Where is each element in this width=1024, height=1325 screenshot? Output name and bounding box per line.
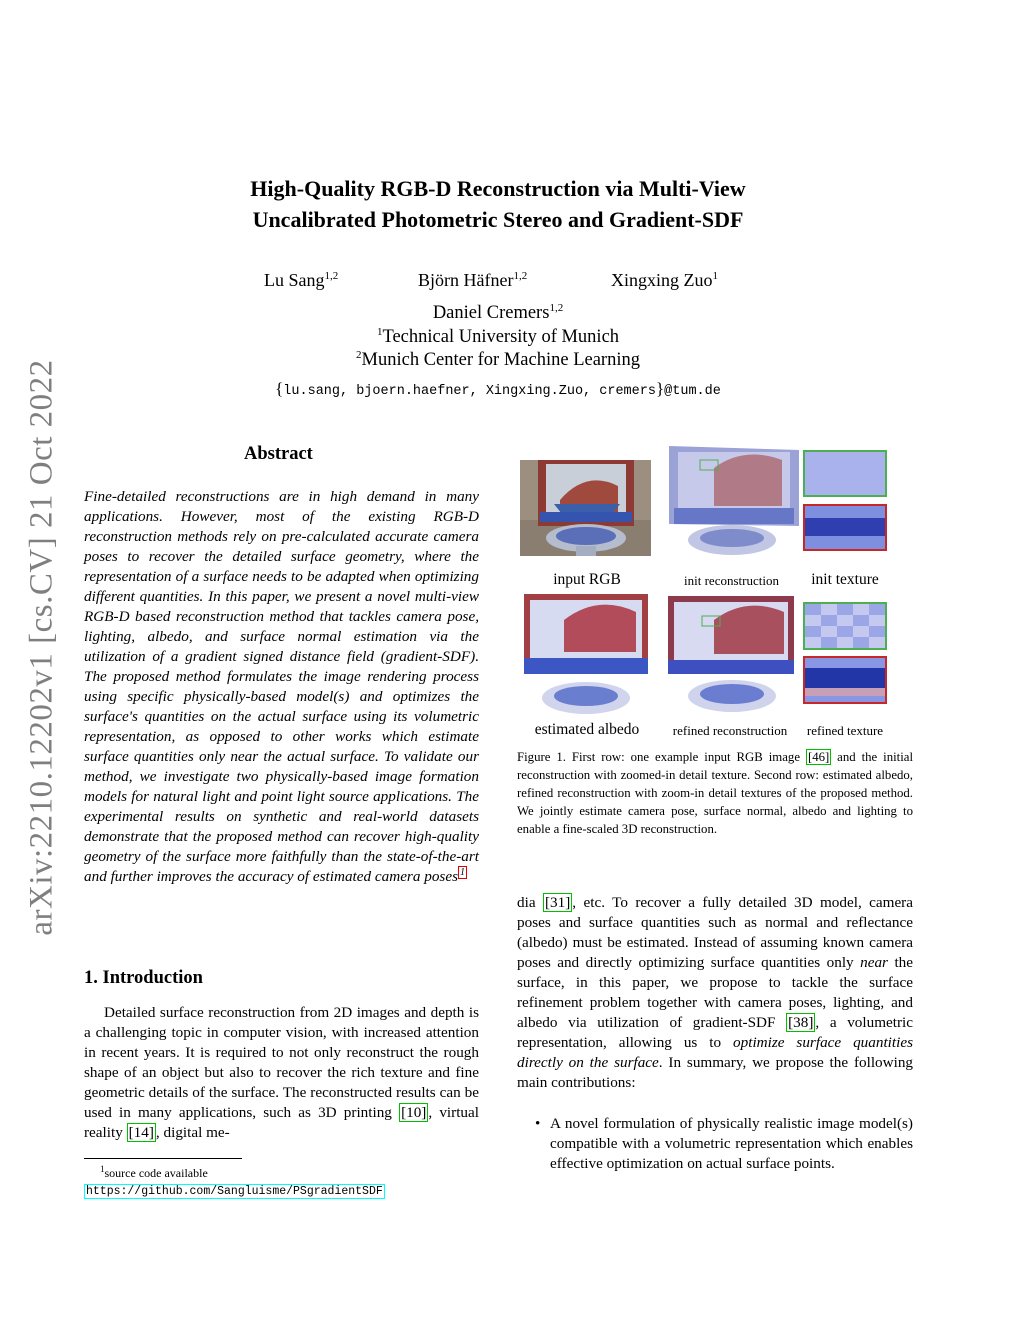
estimated-albedo-image [520, 594, 651, 718]
list-item: • A novel formulation of physically realistic image model(s) compatible with a volumetric representation which enables effective optimization on actual surface points. [535, 1115, 913, 1172]
arxiv-stamp [22, 355, 62, 940]
figure-1-caption: Figure 1. First row: one example input RGB image [46] and the initial reconstruction with zoomed-in detail texture. Second row: estimated albedo, refined reconstruction with zoom-in detail textures of the proposed method. We jointly estimate camera pose, surface normal, albedo and lighting to enable a fine-scaled 3D reconstruction. [517, 750, 913, 836]
contributions-list [517, 1114, 913, 1174]
init-texture-zoom-green [803, 450, 887, 497]
label-init-texture: init texture [811, 571, 879, 588]
footnote: $^1$source code available https://github.com/Sangluisme/PSgradientSDF [86, 1164, 383, 1198]
refined-reconstruction-image [664, 596, 799, 716]
paper-title [150, 173, 846, 235]
input-rgb-image [520, 460, 651, 556]
title-line-2: Uncalibrated Photometric Stereo and Gradient-SDF [252, 207, 744, 232]
abstract-heading: Abstract [244, 444, 313, 464]
citation-link[interactable]: [38] [788, 1014, 814, 1031]
refined-texture-zoom-green [803, 602, 887, 650]
intro-heading: 1. Introduction [84, 968, 203, 988]
label-input-rgb: input RGB [553, 571, 621, 588]
refined-texture-zoom-red [803, 656, 887, 704]
author-2: Björn Häfner$^{1,2}$ [418, 270, 528, 290]
figure-1 [517, 446, 913, 746]
footnote-rule [84, 1158, 242, 1159]
abstract-body: Fine-detailed reconstructions are in high demand in many applications. However, most of the existing RGB-D reconstruction methods rely on pre-calculated accurate camera poses to recover the detailed surface geometry, where the representation of a surface needs to be adapted when optimizing different quantities. In this paper, we present a novel multi-view RGB-D based reconstruction method that tackles camera pose, lighting, albedo, and surface normal estimation via the utilization of a gradient signed distance field (gradient-SDF). The proposed method formulates the image rendering process using specific physically-based model(s) and optimizes the surface's quantities on the actual surface using its volumetric representation, as opposed to other works which estimate surface quantities only near the actual surface. To validate our method, we investigate two physically-based image formation models for natural light and point light source applications. The experimental results on synthetic and real-world datasets demonstrate that the proposed method can recover high-quality geometry of the surface more faithfully than the state-of-the-art and further improves the accuracy of estimated camera poses $^1$ [84, 488, 479, 885]
footnote-link[interactable]: 1 [459, 866, 465, 878]
right-column-paragraph: dia [31] , etc. To recover a fully detailed 3D model, camera poses and surface quantities such as normal and reflectance (albedo) must be estimated. Instead of assuming known camera poses and directly optimizing surface quantities only near the surface, in this paper, we propose to tackle the surface refinement problem together with camera poses, lighting, and albedo via utilization of gradient-SDF [38] , a volumetric representation, allowing us to optimize surface quantities directly on the surface. In summary, we propose the following main contributions: [517, 894, 914, 1091]
author-1: Lu Sang$^{1,2}$ [264, 270, 339, 290]
label-init-reconstruction: init reconstruction [684, 573, 779, 588]
affiliation-2: $^2$Munich Center for Machine Learning [356, 348, 640, 370]
init-reconstruction-image [664, 446, 799, 558]
author-4: Daniel Cremers$^{1,2}$ [432, 301, 564, 323]
label-refined-reconstruction: refined reconstruction [672, 723, 788, 738]
citation-link[interactable]: [10] [401, 1104, 427, 1121]
author-emails: {lu.sang, bjoern.haefner, Xingxing.Zuo, cremers}@tum.de [275, 379, 721, 399]
affiliation-1: $^1$Technical University of Munich [376, 325, 620, 347]
source-code-url[interactable]: https://github.com/Sangluisme/PSgradientSDF [86, 1185, 383, 1198]
init-texture-zoom-red [803, 504, 887, 551]
intro-paragraph: Detailed surface reconstruction from 2D images and depth is a challenging topic in computer vision, with increased attention in recent years. It is required to not only reconstruct the rough shape of an object but also to recover the rich texture and fine geometric details of the surface. The reconstructed results can be used in many applications, such as 3D printing [10] , virtual reality [14] , digital me- [84, 1004, 479, 1141]
citation-link[interactable]: [46] [807, 750, 830, 764]
author-3: Xingxing Zuo$^1$ [611, 270, 718, 290]
label-estimated-albedo: estimated albedo [534, 721, 640, 738]
arxiv-id: arXiv:2210.12202v1 [cs.CV] 21 Oct 2022 [23, 359, 60, 936]
citation-link[interactable]: [31] [544, 894, 571, 911]
label-refined-texture: refined texture [806, 723, 884, 738]
citation-link[interactable]: [14] [128, 1124, 154, 1141]
title-line-1: High-Quality RGB-D Reconstruction via Multi-View [250, 176, 746, 201]
